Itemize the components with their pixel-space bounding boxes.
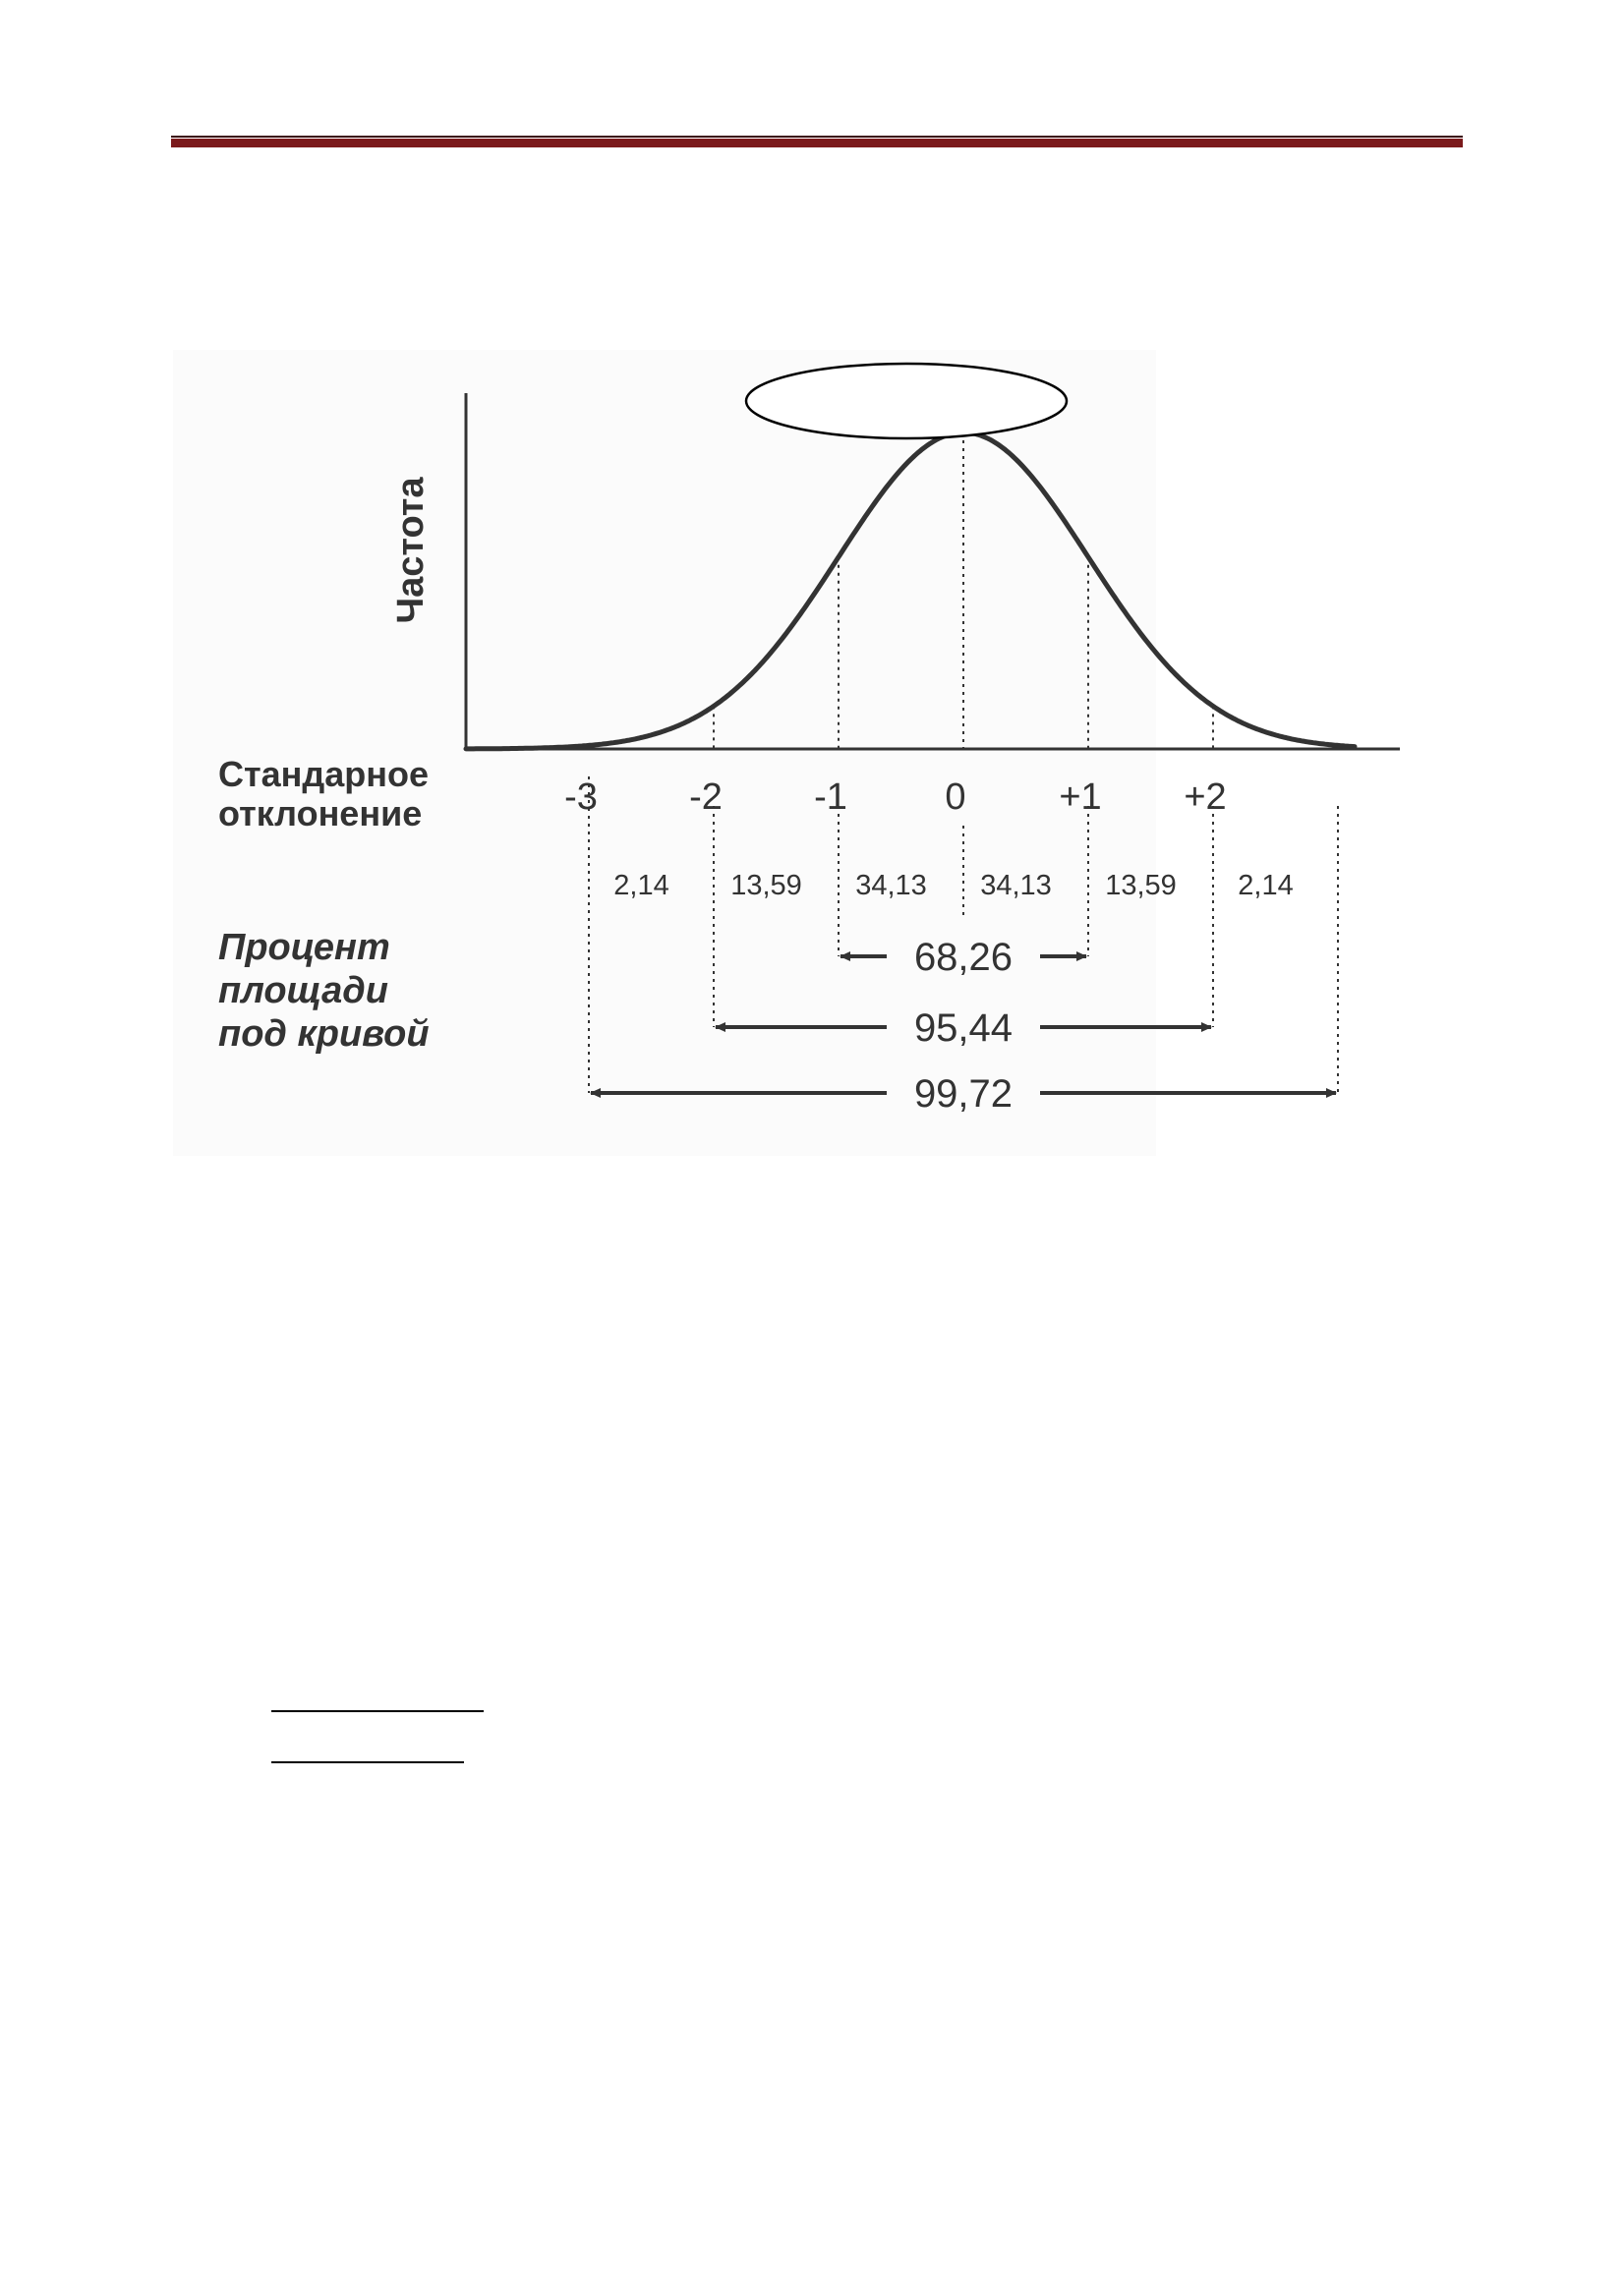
range-label: 68,26: [913, 936, 1014, 979]
area-label-line: Процент: [218, 927, 390, 968]
x-tick-label: -1: [814, 776, 847, 818]
range-label: 95,44: [913, 1006, 1014, 1050]
x-tick-label: 0: [945, 776, 966, 818]
peak-annotation-ellipse: [746, 364, 1067, 438]
segment-percentage-label: 34,13: [855, 870, 927, 901]
x-tick-label: +2: [1184, 776, 1227, 818]
x-tick-label: +1: [1059, 776, 1102, 818]
x-tick-label: -3: [564, 776, 598, 818]
segment-percentage-label: 13,59: [730, 870, 802, 901]
x-tick-label: -2: [689, 776, 723, 818]
footnote-line-1: [271, 1710, 484, 1712]
range-label: 99,72: [913, 1072, 1014, 1116]
segment-percentage-label: 34,13: [980, 870, 1052, 901]
area-label-line: площади: [218, 970, 388, 1011]
x-axis-label-line: отклонение: [218, 793, 423, 833]
segment-percentage-label: 2,14: [613, 870, 669, 901]
footnote-line-2: [271, 1761, 464, 1763]
segment-percentage-label: 2,14: [1238, 870, 1294, 901]
area-label-line: под кривой: [218, 1013, 430, 1055]
normal-curve: [466, 432, 1355, 749]
segment-percentage-label: 13,59: [1105, 870, 1177, 901]
y-axis-label: Частота: [390, 477, 432, 624]
x-axis-label-line: Стандарное: [218, 754, 430, 794]
